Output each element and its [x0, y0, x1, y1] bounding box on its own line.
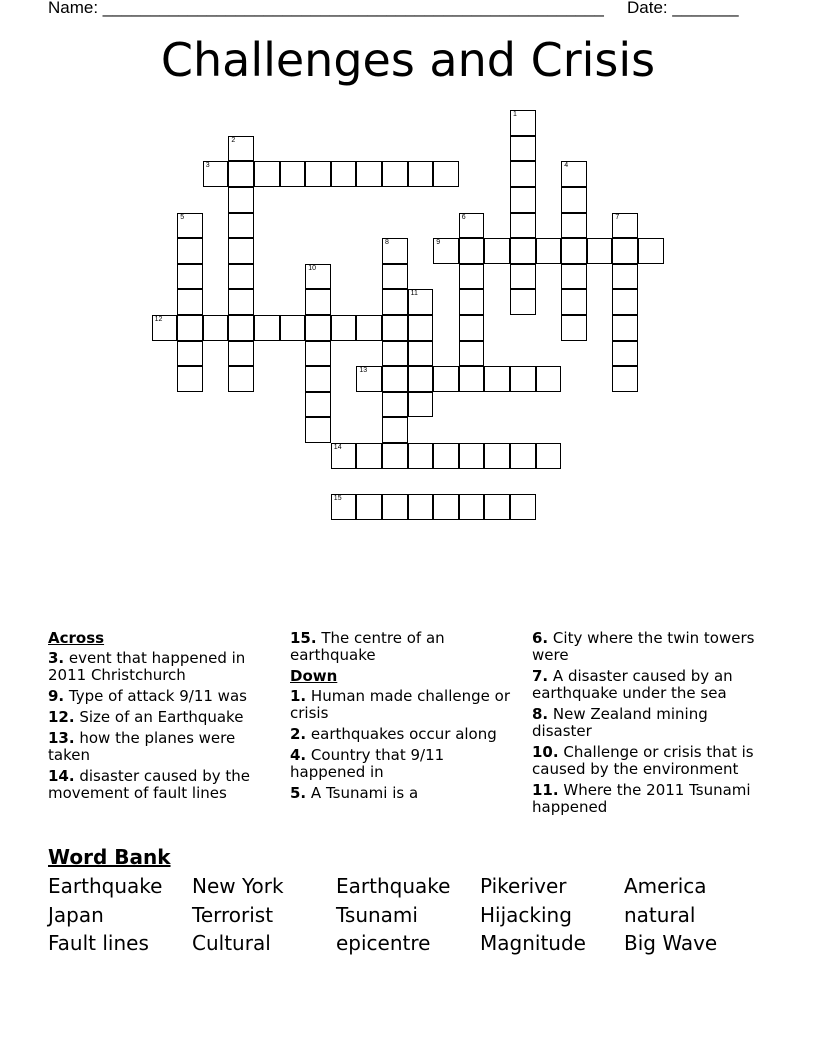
clue-down-10: 10. Challenge or crisis that is caused by the environment [532, 743, 754, 778]
word-bank-word: America [624, 874, 707, 898]
crossword-cell[interactable] [612, 366, 638, 392]
across-heading: Across [48, 629, 105, 647]
crossword-cell[interactable] [177, 238, 203, 264]
crossword-cell[interactable] [459, 341, 485, 367]
crossword-cell[interactable] [228, 238, 254, 264]
crossword-cell[interactable] [612, 315, 638, 341]
crossword-cell[interactable] [305, 392, 331, 418]
clue-down-11: 11. Where the 2011 Tsunami happened [532, 781, 751, 816]
crossword-cell[interactable] [459, 289, 485, 315]
crossword-cell-13[interactable] [356, 366, 382, 392]
crossword-cell[interactable] [561, 315, 587, 341]
crossword-cell[interactable] [254, 161, 280, 187]
word-bank-word: Pikeriver [480, 874, 567, 898]
word-bank-word: Fault lines [48, 931, 149, 955]
crossword-cell[interactable] [305, 341, 331, 367]
crossword-cell[interactable] [408, 392, 434, 418]
clue-number: 7 [615, 213, 620, 221]
page-title: Challenges and Crisis [160, 33, 656, 87]
crossword-cell-8[interactable] [382, 238, 408, 264]
crossword-cell[interactable] [408, 341, 434, 367]
clue-down-6: 6. City where the twin towers were [532, 629, 755, 664]
crossword-cell[interactable] [408, 494, 434, 520]
crossword-cell-6[interactable] [459, 213, 485, 239]
crossword-cell[interactable] [510, 443, 536, 469]
crossword-cell[interactable] [382, 494, 408, 520]
crossword-cell[interactable] [612, 289, 638, 315]
crossword-cell[interactable] [305, 161, 331, 187]
crossword-cell[interactable] [561, 238, 587, 264]
crossword-cell[interactable] [408, 443, 434, 469]
word-bank-word: Big Wave [624, 931, 718, 955]
word-bank-word: Japan [48, 903, 104, 927]
crossword-cell-12[interactable] [152, 315, 178, 341]
crossword-cell[interactable] [382, 341, 408, 367]
clue-number: 12 [154, 316, 163, 323]
crossword-cell-15[interactable] [331, 494, 357, 520]
crossword-cell[interactable] [382, 443, 408, 469]
crossword-cell-9[interactable] [433, 238, 459, 264]
crossword-cell[interactable] [510, 213, 536, 239]
name-field-label: Name: _____________________________________________________ [48, 0, 604, 17]
crossword-cell[interactable] [459, 494, 485, 520]
down-heading: Down [290, 667, 338, 685]
crossword-cell[interactable] [433, 443, 459, 469]
clue-across-15: 15. The centre of an earthquake [290, 629, 445, 664]
crossword-cell-1[interactable] [510, 110, 536, 136]
crossword-cell[interactable] [484, 494, 510, 520]
clue-number: 11 [410, 290, 418, 298]
crossword-cell[interactable] [305, 315, 331, 341]
word-bank-word: Tsunami [336, 903, 418, 927]
crossword-cell-2[interactable] [228, 136, 254, 162]
crossword-cell[interactable] [612, 341, 638, 367]
clue-down-2: 2. earthquakes occur along [290, 725, 497, 743]
clue-number: 8 [385, 239, 389, 247]
clue-number: 14 [333, 444, 342, 451]
clue-across-14: 14. disaster caused by the movement of fault lines [48, 767, 250, 802]
crossword-cell[interactable] [510, 494, 536, 520]
crossword-cell[interactable] [536, 238, 562, 264]
crossword-cell[interactable] [228, 289, 254, 315]
clue-number: 4 [564, 162, 569, 170]
crossword-cell[interactable] [356, 443, 382, 469]
crossword-cell-14[interactable] [331, 443, 357, 469]
crossword-cell[interactable] [228, 341, 254, 367]
crossword-cell[interactable] [177, 315, 203, 341]
crossword-cell[interactable] [433, 366, 459, 392]
clue-number: 6 [461, 213, 466, 221]
crossword-cell[interactable] [587, 238, 613, 264]
clue-number: 10 [308, 264, 316, 272]
word-bank-word: epicentre [336, 931, 431, 955]
crossword-cell[interactable] [459, 264, 485, 290]
word-bank-heading: Word Bank [48, 845, 171, 869]
clue-number: 13 [359, 367, 368, 375]
crossword-cell[interactable] [228, 161, 254, 187]
crossword-cell[interactable] [228, 366, 254, 392]
crossword-cell[interactable] [459, 443, 485, 469]
crossword-cell[interactable] [382, 392, 408, 418]
crossword-cell[interactable] [356, 494, 382, 520]
crossword-cell[interactable] [536, 366, 562, 392]
clue-column-1 [48, 630, 273, 806]
crossword-cell[interactable] [203, 315, 229, 341]
crossword-cell[interactable] [510, 187, 536, 213]
crossword-cell[interactable] [177, 366, 203, 392]
crossword-cell[interactable] [510, 264, 536, 290]
crossword-cell[interactable] [331, 161, 357, 187]
clue-across-9: 9. Type of attack 9/11 was [48, 687, 247, 705]
crossword-cell[interactable] [459, 366, 485, 392]
crossword-cell[interactable] [228, 187, 254, 213]
crossword-cell[interactable] [280, 315, 306, 341]
crossword-cell[interactable] [228, 213, 254, 239]
word-bank-word: Magnitude [480, 931, 586, 955]
word-bank-word: Hijacking [480, 903, 572, 927]
crossword-cell[interactable] [510, 161, 536, 187]
crossword-cell[interactable] [433, 161, 459, 187]
crossword-cell[interactable] [408, 161, 434, 187]
clue-across-12: 12. Size of an Earthquake [48, 708, 244, 726]
word-bank-word: New York [192, 874, 284, 898]
crossword-cell[interactable] [254, 315, 280, 341]
crossword-cell[interactable] [510, 136, 536, 162]
crossword-cell[interactable] [228, 264, 254, 290]
crossword-cell[interactable] [331, 315, 357, 341]
crossword-cell[interactable] [561, 264, 587, 290]
clue-number: 9 [436, 239, 441, 247]
crossword-cell[interactable] [561, 187, 587, 213]
crossword-cell[interactable] [177, 341, 203, 367]
crossword-cell-5[interactable] [177, 213, 203, 239]
clue-down-7: 7. A disaster caused by an earthquake under the sea [532, 667, 733, 702]
crossword-cell[interactable] [612, 238, 638, 264]
clue-down-5: 5. A Tsunami is a [290, 784, 419, 802]
crossword-cell[interactable] [177, 289, 203, 315]
crossword-cell[interactable] [280, 161, 306, 187]
crossword-cell[interactable] [305, 366, 331, 392]
clue-number: 2 [231, 136, 236, 144]
crossword-cell[interactable] [484, 366, 510, 392]
word-bank-word: Earthquake [336, 874, 451, 898]
crossword-cell[interactable] [561, 289, 587, 315]
crossword-cell[interactable] [382, 289, 408, 315]
crossword-cell[interactable] [382, 264, 408, 290]
clue-number: 1 [513, 111, 517, 119]
crossword-cell[interactable] [536, 443, 562, 469]
word-bank-word: Cultural [192, 931, 271, 955]
crossword-cell[interactable] [177, 264, 203, 290]
crossword-cell[interactable] [228, 315, 254, 341]
crossword-cell-7[interactable] [612, 213, 638, 239]
crossword-cell[interactable] [382, 315, 408, 341]
crossword-cell[interactable] [484, 443, 510, 469]
crossword-cell-3[interactable] [203, 161, 229, 187]
crossword-cell[interactable] [459, 315, 485, 341]
clue-down-8: 8. New Zealand mining disaster [532, 705, 708, 740]
crossword-cell[interactable] [510, 289, 536, 315]
crossword-cell[interactable] [561, 213, 587, 239]
crossword-cell[interactable] [305, 417, 331, 443]
word-bank-word: Terrorist [192, 903, 274, 927]
crossword-cell[interactable] [459, 238, 485, 264]
date-field-label: Date: _______ [627, 0, 739, 17]
crossword-cell[interactable] [408, 315, 434, 341]
clue-across-3: 3. event that happened in 2011 Christchurch [48, 649, 246, 684]
crossword-cell[interactable] [484, 238, 510, 264]
crossword-cell-11[interactable] [408, 289, 434, 315]
crossword-cell[interactable] [382, 366, 408, 392]
clue-down-4: 4. Country that 9/11 happened in [290, 746, 445, 781]
word-bank-word: Earthquake [48, 874, 163, 898]
crossword-cell[interactable] [382, 161, 408, 187]
crossword-cell[interactable] [510, 366, 536, 392]
crossword-cell[interactable] [305, 289, 331, 315]
crossword-cell[interactable] [612, 264, 638, 290]
crossword-cell[interactable] [433, 494, 459, 520]
clue-column-2 [290, 630, 515, 806]
crossword-cell[interactable] [408, 366, 434, 392]
clue-number: 15 [333, 495, 342, 503]
crossword-cell[interactable] [356, 161, 382, 187]
clue-down-1: 1. Human made challenge or crisis [290, 687, 510, 722]
crossword-cell[interactable] [510, 238, 536, 264]
crossword-cell-10[interactable] [305, 264, 331, 290]
crossword-cell[interactable] [638, 238, 664, 264]
crossword-cell-4[interactable] [561, 161, 587, 187]
clue-across-13: 13. how the planes were taken [48, 729, 236, 764]
clue-number: 5 [180, 213, 185, 221]
crossword-cell[interactable] [356, 315, 382, 341]
word-bank-word: natural [624, 903, 696, 927]
clue-number: 3 [205, 162, 210, 170]
crossword-cell[interactable] [382, 417, 408, 443]
clue-column-3 [532, 630, 772, 820]
